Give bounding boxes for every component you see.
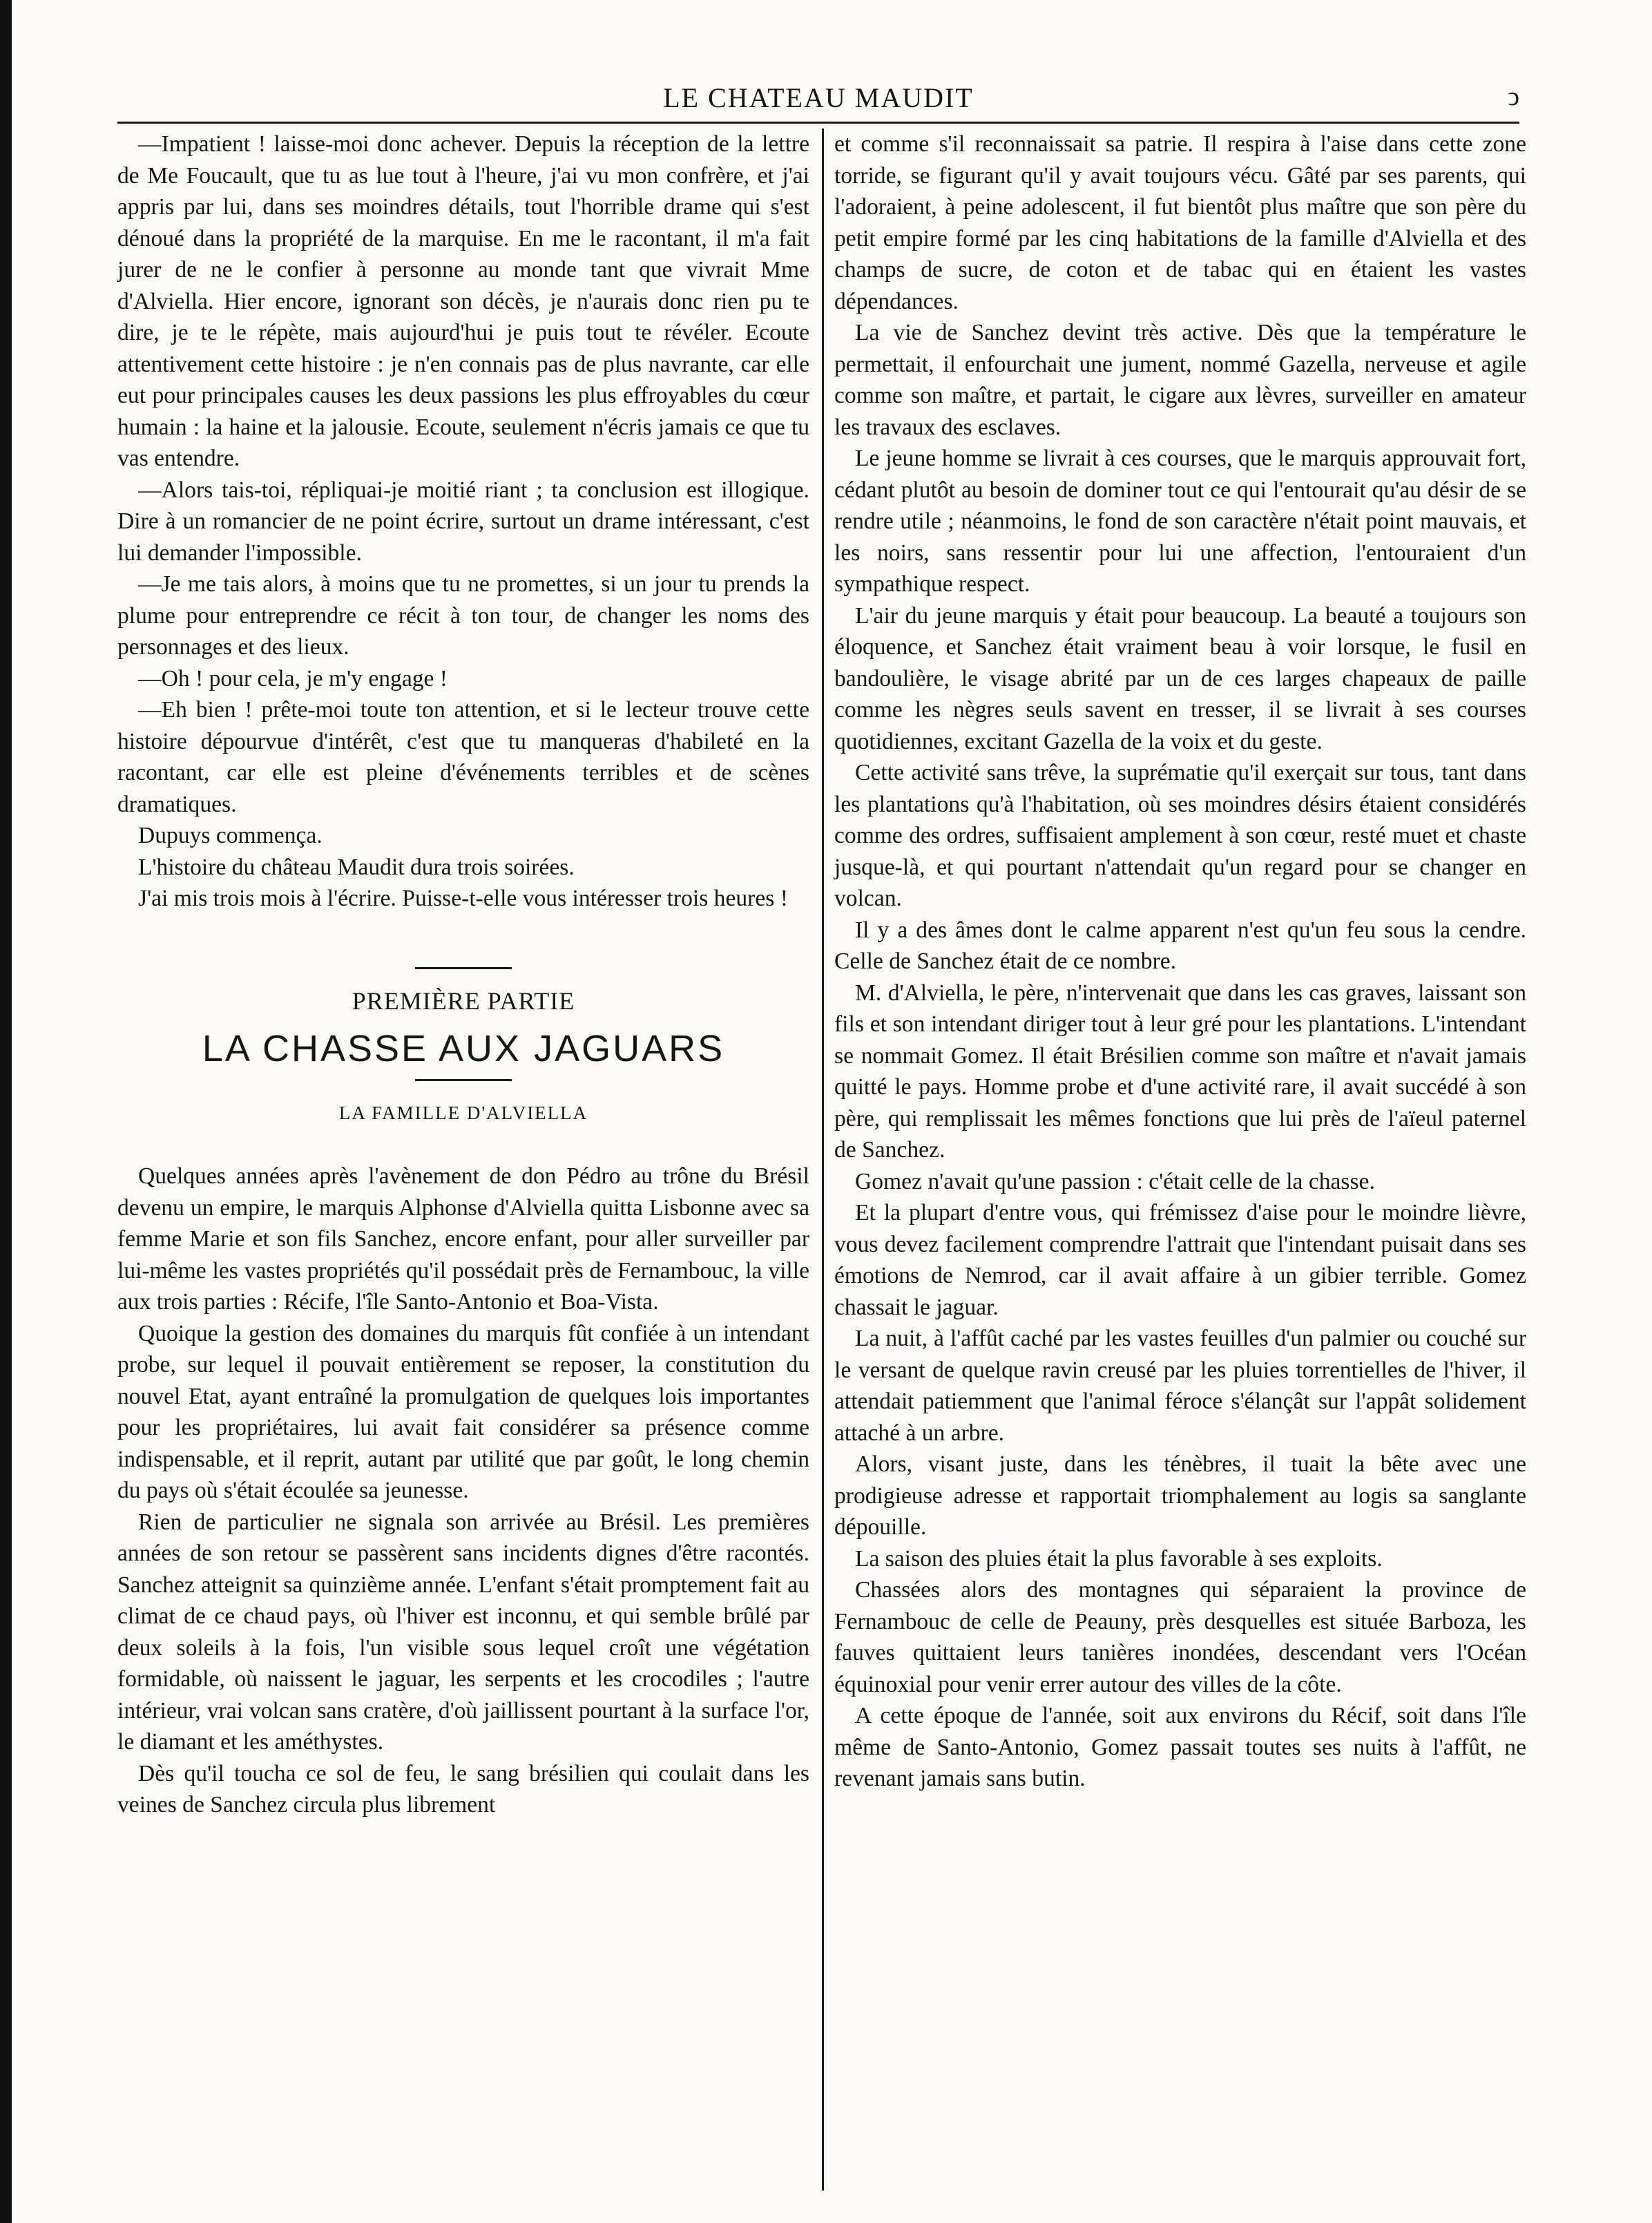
paragraph: Il y a des âmes dont le calme apparent n'est qu'un feu sous la cendre. Celle de Sanchez était de ce nombre.	[834, 917, 1526, 974]
paragraph: —Eh bien ! prête-moi toute ton attention, et si le lecteur trouve cette histoire dépourvue d'intérêt, c'est que tu manqueras d'habileté en la racontant, car elle est pleine d'événements terribles et de scènes dramatiques.	[117, 697, 809, 817]
paragraph: —Je me tais alors, à moins que tu ne promettes, si un jour tu prends la plume pour entreprendre ce récit à ton tour, de changer les noms des personnages et des lieux.	[117, 571, 809, 660]
page-number: ↄ	[1508, 82, 1519, 111]
paragraph: —Oh ! pour cela, je m'y engage !	[138, 665, 448, 691]
paragraph: Rien de particulier ne signala son arrivée au Brésil. Les premières années de son retour se passèrent sans incidents dignes d'être racontés. Sanchez atteignit sa quinzième année. L'enfant s'était promptement fait au climat de ce chaud pays, où l'hiver est inconnu, et qui semble brûlé par deux soleils à la fois, l'un visible sous lequel croît une végétation formidable, où naissent le jaguar, les serpents et les crocodiles ; l'autre intérieur, vrai volcan sans cratère, d'où jaillissent pourtant à la surface l'or, le diamant et les améthystes.	[117, 1509, 809, 1755]
right-column	[834, 128, 1526, 1795]
paragraph: —Alors tais-toi, répliquai-je moitié riant ; ta conclusion est illogique. Dire à un romancier de ne point écrire, surtout un drame intéressant, c'est lui demander l'impossible.	[117, 477, 809, 566]
part-heading: PREMIÈRE PARTIE	[352, 986, 575, 1015]
left-column	[117, 128, 809, 1821]
paragraph: Alors, visant juste, dans les ténèbres, il tuait la bête avec une prodigieuse adresse et rapportait triomphalement au logis sa sanglante dépouille.	[834, 1451, 1526, 1540]
paragraph: Cette activité sans trêve, la suprématie qu'il exerçait sur tous, tant dans les plantations qu'à l'habitation, où ses moindres désirs étaient considérés comme des ordres, suffisaient amplement à son cœur, resté muet et chaste jusque-là, et qui pourtant n'attendait qu'un regard pour se changer en volcan.	[834, 760, 1526, 911]
paragraph: et comme s'il reconnaissait sa patrie. Il respira à l'aise dans cette zone torride, se figurant qu'il y avait toujours vécu. Gâté par ses parents, qui l'adoraient, à peine adolescent, il fut bientôt plus maître que son père du petit empire formé par les cinq habitations de la famille d'Alviella et des champs de sucre, de coton et de tabac qui en étaient les vastes dépendances.	[834, 131, 1526, 314]
running-title: LE CHATEAU MAUDIT	[663, 82, 974, 113]
paragraph: L'histoire du château Maudit dura trois soirées.	[138, 854, 575, 880]
paragraph: Gomez n'avait qu'une passion : c'était celle de la chasse.	[855, 1168, 1375, 1194]
chapter-title: LA CHASSE AUX JAGUARS	[202, 1028, 725, 1069]
paragraph: Dès qu'il toucha ce sol de feu, le sang brésilien qui coulait dans les veines de Sanchez circula plus librement	[117, 1760, 809, 1817]
paragraph: La saison des pluies était la plus favorable à ses exploits.	[855, 1545, 1383, 1572]
paragraph: A cette époque de l'année, soit aux environs du Récif, soit dans l'île même de Santo-Antonio, Gomez passait toutes ses nuits à l'affût, ne revenant jamais sans butin.	[834, 1703, 1526, 1791]
paragraph: La vie de Sanchez devint très active. Dès que la température le permettait, il enfourchait une jument, nommé Gazella, nerveuse et agile comme son maître, et partait, le cigare aux lèvres, surveiller en amateur les travaux des esclaves.	[834, 320, 1526, 440]
paragraph: Le jeune homme se livrait à ces courses, que le marquis approuvait fort, cédant plutôt au besoin de dominer tout ce qui l'entourait qu'au désir de se rendre utile ; néanmoins, le fond de son caractère n'était point mauvais, et les noirs, sans ressentir pour lui une affection, l'entouraient d'un sympathique respect.	[834, 446, 1526, 597]
paragraph: Dupuys commença.	[138, 823, 323, 848]
column-divider	[822, 128, 824, 2191]
header-rule	[117, 122, 1519, 124]
paragraph: Quoique la gestion des domaines du marquis fût confiée à un intendant probe, sur lequel il pouvait entièrement se reposer, la constitution du nouvel Etat, ayant entraîné la promulgation de quelques lois importantes pour les propriétaires, lui avait fait considérer sa présence comme indispensable, et il reprit, autant par utilité que par goût, le long chemin du pays où s'était écoulée sa jeunesse.	[117, 1320, 809, 1503]
section-rule	[415, 967, 512, 969]
paragraph: —Impatient ! laisse-moi donc achever. Depuis la réception de la lettre de Me Foucault, que tu as lue tout à l'heure, j'ai vu mon confrère, et j'ai appris par lui, dans ses moindres détails, tout l'horrible drame qui s'est dénoué dans la propriété de la marquise. En me le racontant, il m'a fait jurer de ne le confier à personne au monde tant que vivrait Mme d'Alviella. Hier encore, ignorant son décès, je n'aurais donc rien pu te dire, je te le répète, mais aujourd'hui je puis tout te révéler. Ecoute attentivement cette histoire : je n'en connais pas de plus navrante, car elle eut pour principales causes les deux passions les plus effroyables du cœur humain : la haine et la jalousie. Ecoute, seulement n'écris jamais ce que tu vas entendre.	[117, 131, 809, 471]
chapter-rule	[415, 1079, 512, 1081]
paragraph: M. d'Alviella, le père, n'intervenait que dans les cas graves, laissant son fils et son intendant diriger tout à leur gré pour les plantations. L'intendant se nommait Gomez. Il était Brésilien comme son maître et n'avait jamais quitté le pays. Homme probe et d'une activité rare, il avait succédé à son père, qui remplissait les mêmes fonctions que lui près de l'aïeul paternel de Sanchez.	[834, 980, 1526, 1163]
paragraph: Et la plupart d'entre vous, qui frémissez d'aise pour le moindre lièvre, vous devez facilement comprendre l'attrait que l'intendant puisait dans ses émotions de Nemrod, car il avait affaire à un gibier terrible. Gomez chassait le jaguar.	[834, 1200, 1526, 1320]
page-edge-bar	[0, 0, 12, 2223]
running-header	[117, 82, 1519, 123]
chapter-subtitle: LA FAMILLE D'ALVIELLA	[338, 1102, 588, 1123]
section-heading	[117, 967, 809, 1129]
paragraph: Chassées alors des montagnes qui séparaient la province de Fernambouc de celle de Peauny, près desquelles est située Barboza, les fauves quittaient leurs tanières inondées, descendant vers l'Océan équinoxial pour venir errer autour des villes de la côte.	[834, 1577, 1526, 1697]
paragraph: La nuit, à l'affût caché par les vastes feuilles d'un palmier ou couché sur le versant de quelque ravin creusé par les pluies torrentielles de l'hiver, il attendait patiemment que l'animal féroce s'élançât sur l'appât solidement attaché à un arbre.	[834, 1326, 1526, 1446]
paragraph: L'air du jeune marquis y était pour beaucoup. La beauté a toujours son éloquence, et Sanchez était vraiment beau à voir lorsque, le fusil en bandoulière, le visage abrité par un de ces larges chapeaux de paille comme les nègres seuls savent en tresser, il se livrait à ses courses quotidiennes, excitant Gazella de la voix et du geste.	[834, 602, 1526, 754]
paragraph: Quelques années après l'avènement de don Pédro au trône du Brésil devenu un empire, le marquis Alphonse d'Alviella quitta Lisbonne avec sa femme Marie et son fils Sanchez, encore enfant, pour aller surveiller par lui-même les vastes propriétés qu'il possédait près de Fernambouc, la ville aux trois parties : Récife, l'île Santo-Antonio et Boa-Vista.	[117, 1163, 809, 1315]
paragraph: J'ai mis trois mois à l'écrire. Puisse-t-elle vous intéresser trois heures !	[138, 886, 788, 911]
